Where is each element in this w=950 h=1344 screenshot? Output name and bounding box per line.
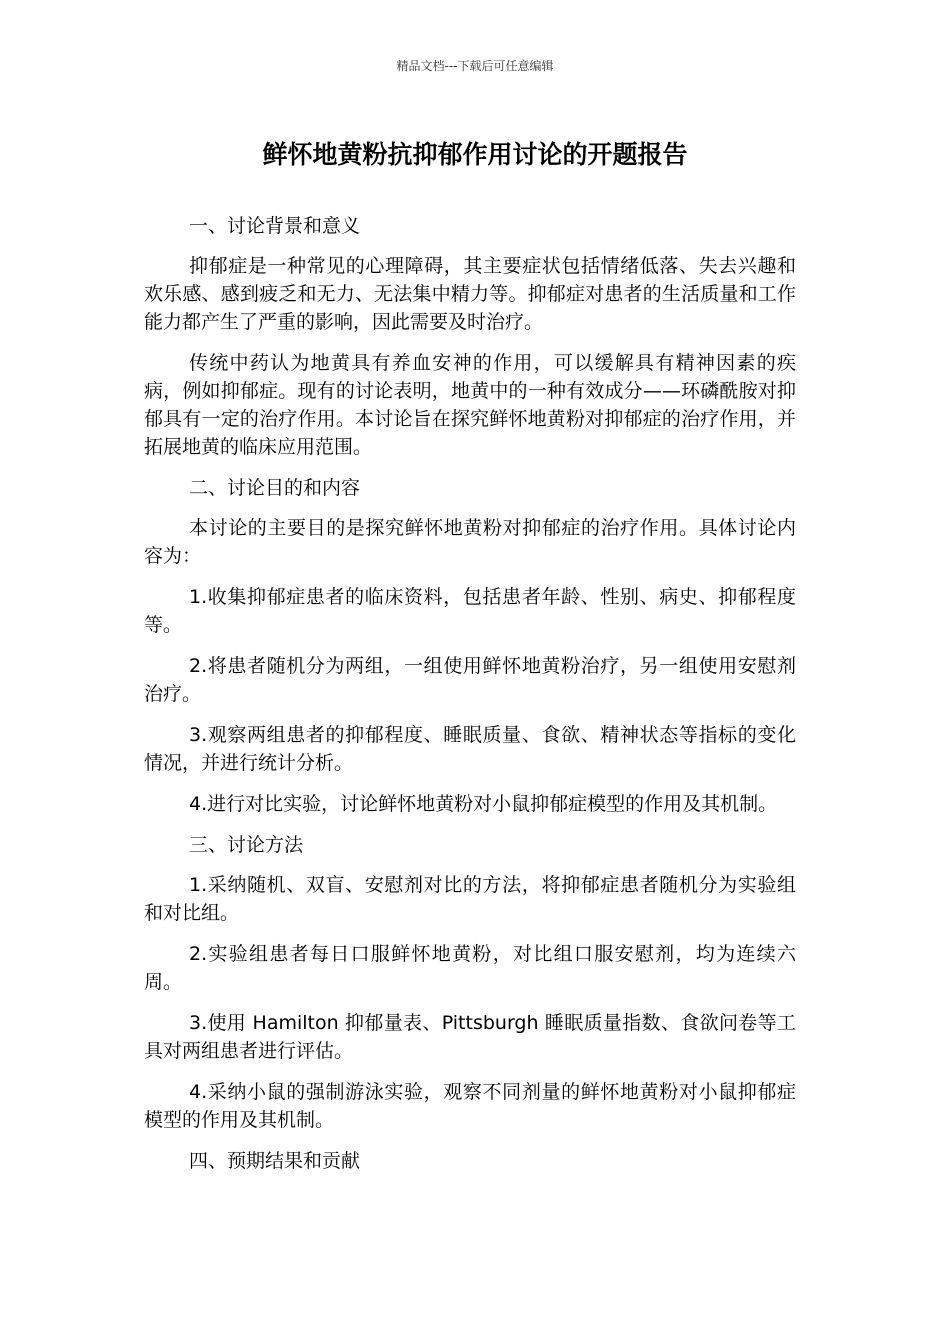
body-paragraph: 本讨论的主要目的是探究鲜怀地黄粉对抑郁症的治疗作用。具体讨论内容为： — [144, 517, 796, 567]
body-paragraph: 抑郁症是一种常见的心理障碍，其主要症状包括情绪低落、失去兴趣和欢乐感、感到疲乏和无力、无法集中精力等。抑郁症对患者的生活质量和工作能力都产生了严重的影响，因此需要及时治疗。 — [144, 255, 796, 333]
list-item: 1.收集抑郁症患者的临床资料，包括患者年龄、性别、病史、抑郁程度等。 — [144, 586, 796, 636]
list-item: 3.使用 Hamilton 抑郁量表、Pittsburgh 睡眠质量指数、食欲问卷等工具对两组患者进行评估。 — [144, 1012, 796, 1062]
section-heading-methods: 三、讨论方法 — [189, 834, 304, 856]
section-heading-results: 四、预期结果和贡献 — [189, 1150, 361, 1172]
list-item: 2.实验组患者每日口服鲜怀地黄粉，对比组口服安慰剂，均为连续六周。 — [144, 943, 796, 993]
body-paragraph: 传统中药认为地黄具有养血安神的作用，可以缓解具有精神因素的疾病，例如抑郁症。现有的讨论表明，地黄中的一种有效成分——环磷酰胺对抑郁具有一定的治疗作用。本讨论旨在探究鲜怀地黄粉对抑郁症的治疗作用，并拓展地黄的临床应用范围。 — [144, 352, 796, 458]
list-item: 4.采纳小鼠的强制游泳实验，观察不同剂量的鲜怀地黄粉对小鼠抑郁症模型的作用及其机制。 — [144, 1081, 796, 1131]
document-title: 鲜怀地黄粉抗抑郁作用讨论的开题报告 — [262, 140, 688, 169]
list-item: 4.进行对比实验，讨论鲜怀地黄粉对小鼠抑郁症模型的作用及其机制。 — [189, 793, 778, 815]
header-note: 精品文档---下载后可任意编辑 — [396, 59, 554, 73]
document-body — [144, 212, 796, 1187]
list-item: 1.采纳随机、双盲、安慰剂对比的方法，将抑郁症患者随机分为实验组和对比组。 — [144, 874, 796, 924]
list-item: 3.观察两组患者的抑郁程度、睡眠质量、食欲、精神状态等指标的变化情况，并进行统计分析。 — [144, 724, 796, 774]
section-heading-purpose: 二、讨论目的和内容 — [189, 477, 361, 499]
section-heading-background: 一、讨论背景和意义 — [189, 215, 361, 237]
list-item: 2.将患者随机分为两组，一组使用鲜怀地黄粉治疗，另一组使用安慰剂治疗。 — [144, 655, 796, 705]
